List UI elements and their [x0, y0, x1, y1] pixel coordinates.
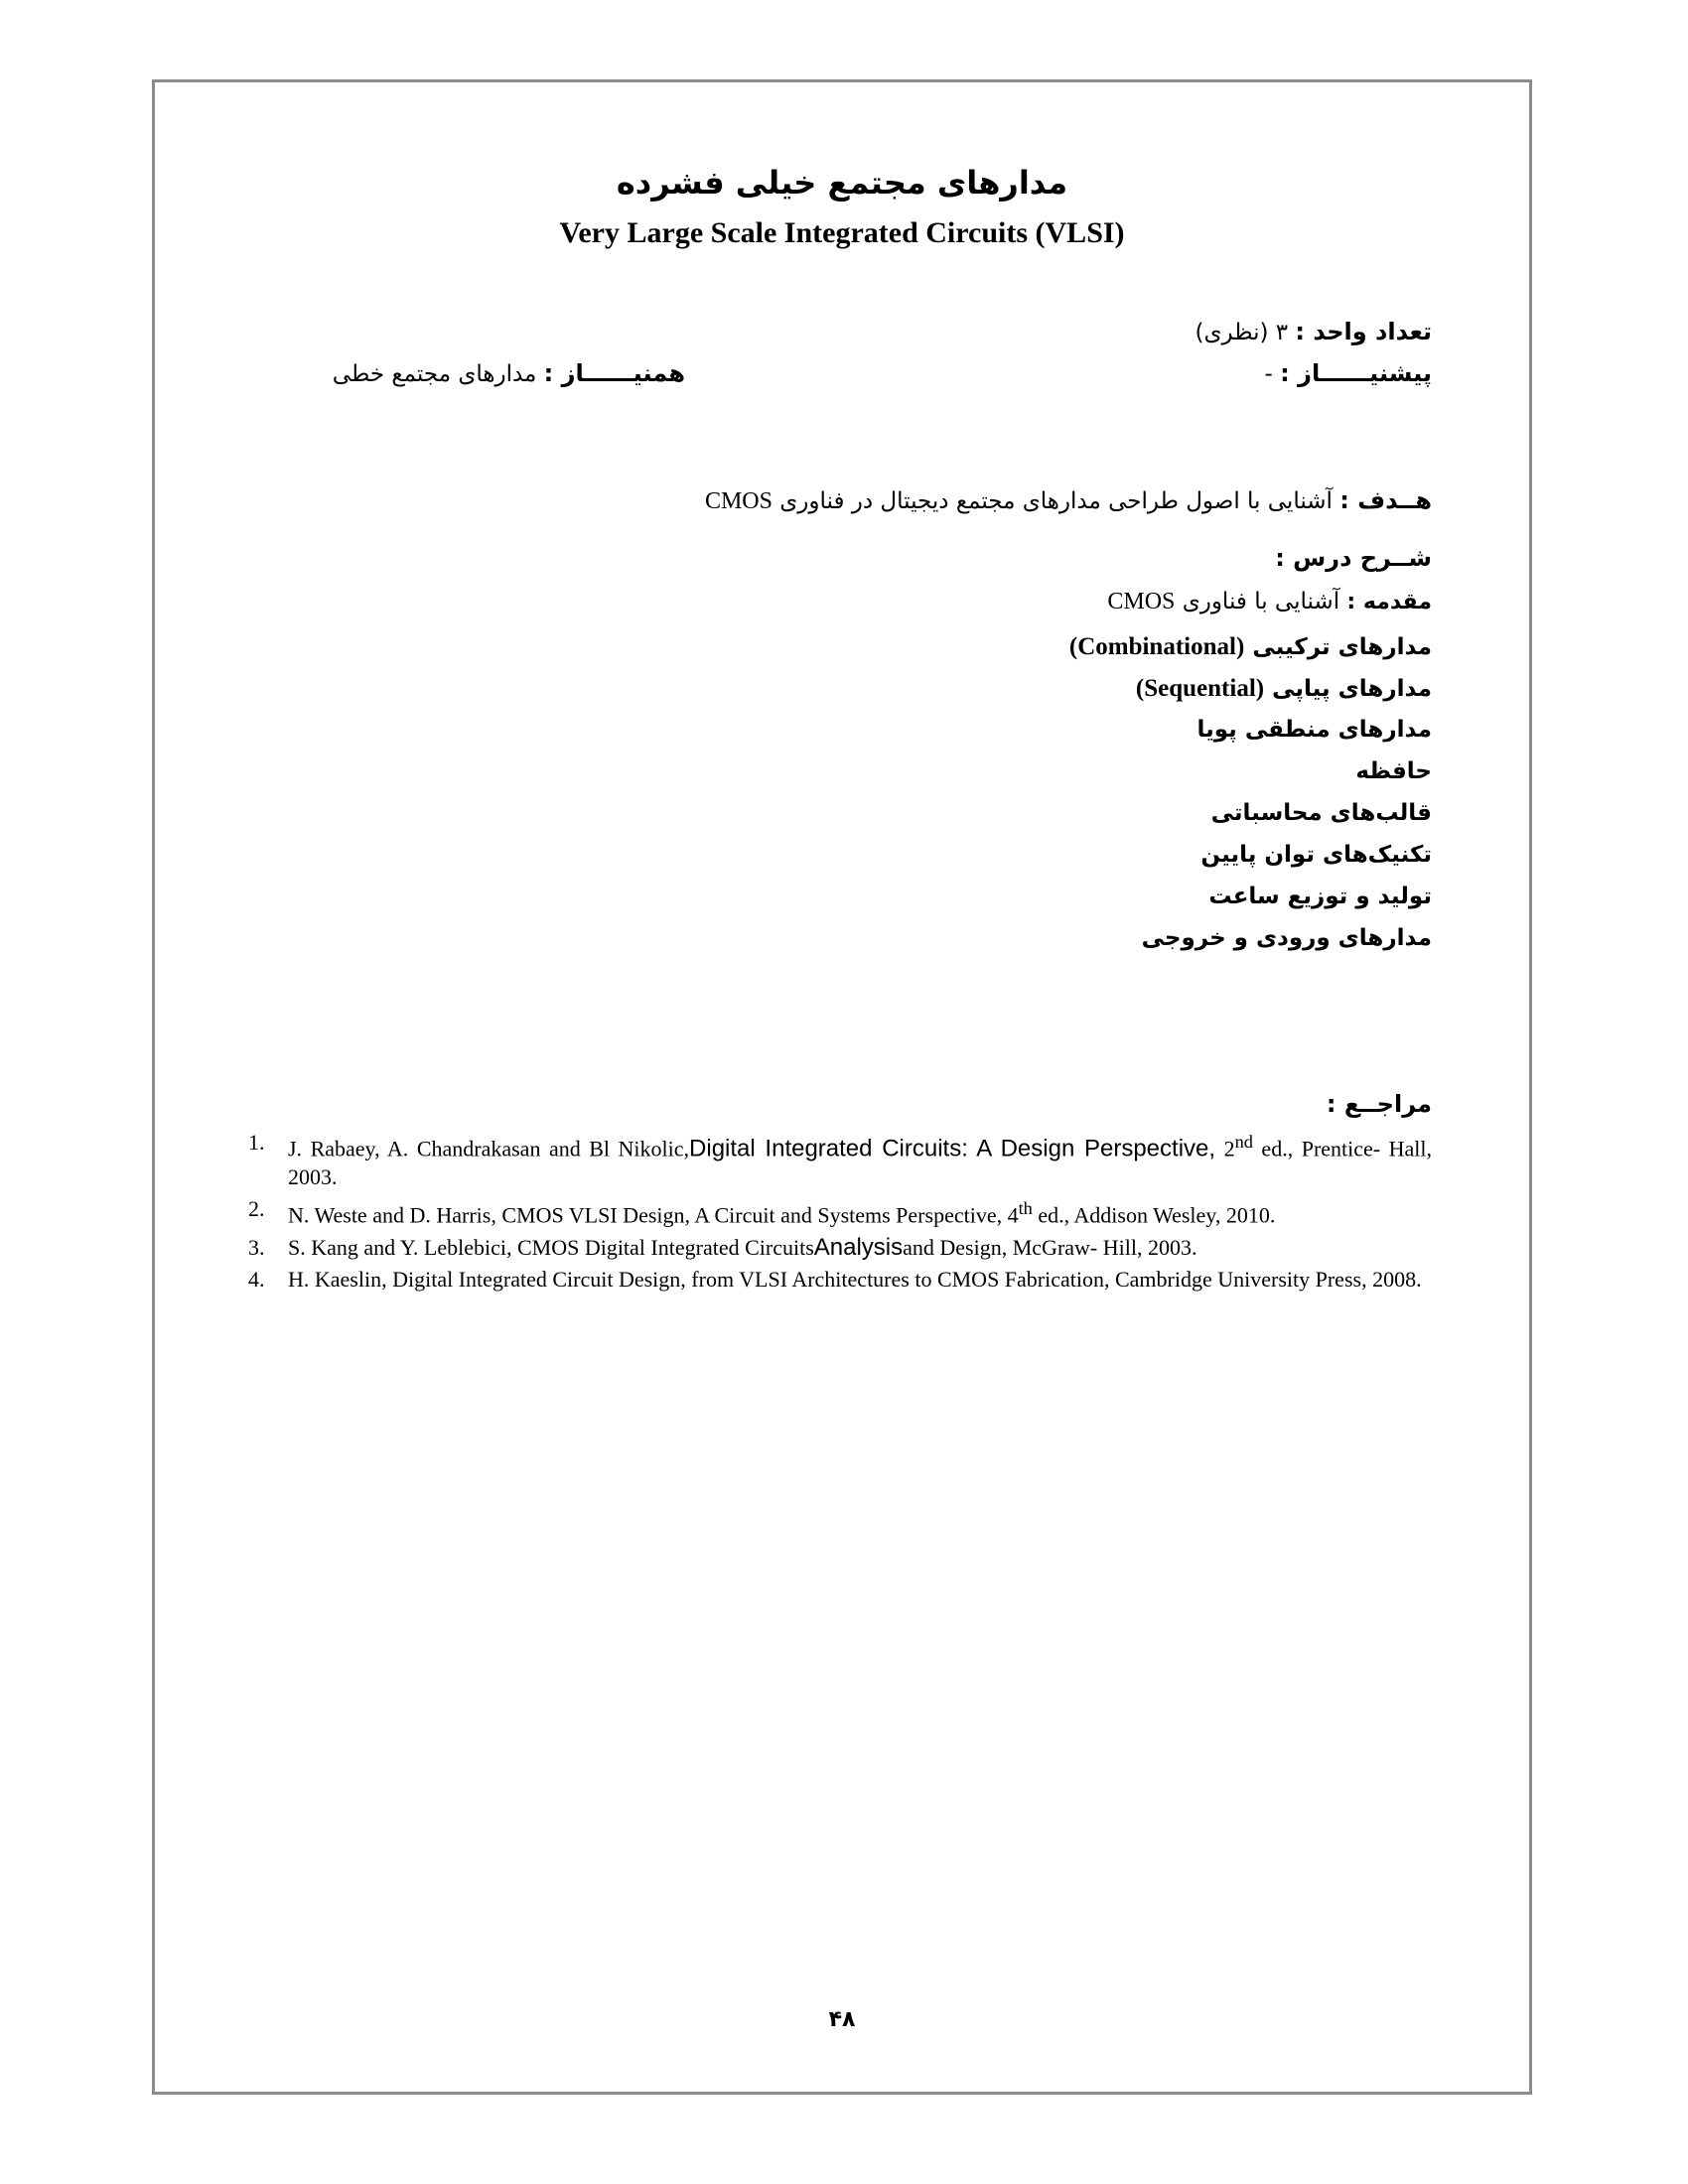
topic-item	[1142, 925, 1432, 951]
reference-item	[248, 1265, 1432, 1294]
reference-publisher: and Design, McGraw- Hill, 2003.	[903, 1234, 1197, 1260]
topic-en: (Combinational)	[1068, 633, 1245, 660]
corequisite-label: همنیــــــاز :	[543, 359, 685, 387]
reference-superscript: th	[1018, 1198, 1033, 1219]
reference-item	[248, 1128, 1432, 1191]
reference-number: 3.	[248, 1234, 265, 1260]
reference-authors: N. Weste and D. Harris, CMOS VLSI Design, A Circuit and Systems Perspective, 4	[288, 1202, 1019, 1228]
goal-text: آشنایی با اصول طراحی مدارهای مجتمع دیجیتال در فناوری	[779, 488, 1333, 514]
reference-edition: 2	[1215, 1136, 1235, 1161]
units-line	[1196, 318, 1432, 345]
topic-item	[1211, 800, 1432, 826]
prerequisite-label: پیشنیــــــاز :	[1280, 359, 1432, 387]
reference-number: 4.	[248, 1266, 265, 1292]
reference-number: 2.	[248, 1196, 265, 1222]
topic-fa: مدارهای ترکیبی	[1252, 634, 1432, 660]
page-title-english: Very Large Scale Integrated Circuits (VLSI)	[559, 216, 1125, 249]
prerequisite-line	[1265, 359, 1432, 387]
goal-line	[705, 486, 1432, 515]
reference-number: 1.	[248, 1130, 265, 1155]
topic-en: (Sequential)	[1135, 675, 1265, 702]
topic-fa: تولید و توزیع ساعت	[1208, 884, 1432, 909]
intro-text: آشنایی با فناوری	[1182, 589, 1340, 614]
reference-item	[248, 1233, 1432, 1262]
references-list	[248, 1128, 1432, 1297]
description-label: شــرح درس :	[1275, 544, 1432, 572]
topic-item	[1136, 675, 1432, 703]
reference-item	[248, 1194, 1432, 1229]
corequisite-line	[333, 359, 685, 387]
intro-en: CMOS	[1107, 589, 1176, 614]
topic-item	[1069, 633, 1432, 661]
intro-label: مقدمه :	[1346, 590, 1432, 614]
topic-item	[1355, 758, 1432, 784]
goal-label: هــدف :	[1339, 486, 1432, 514]
reference-authors: S. Kang and Y. Leblebici, CMOS Digital Integrated Circuits	[288, 1234, 814, 1260]
prerequisite-value: -	[1264, 361, 1273, 387]
reference-book-title: Analysis	[813, 1233, 904, 1261]
topic-fa: حافظه	[1355, 758, 1432, 784]
reference-publisher: ed., Addison Wesley, 2010.	[1032, 1202, 1276, 1228]
units-label: تعداد واحد :	[1295, 318, 1432, 345]
reference-superscript: nd	[1234, 1132, 1253, 1152]
page-number: ۴۸	[828, 2007, 856, 2032]
page-title-persian: مدارهای مجتمع خیلی فشرده	[616, 164, 1068, 202]
reference-book-title: Digital Integrated Circuits: A Design Perspective,	[689, 1135, 1216, 1162]
topic-item	[1200, 842, 1432, 868]
references-label: مراجــع :	[1326, 1090, 1432, 1118]
corequisite-value: مدارهای مجتمع خطی	[332, 361, 537, 387]
description-line	[1275, 544, 1432, 572]
topic-fa: مدارهای پیاپی	[1272, 676, 1432, 702]
intro-line	[1107, 589, 1432, 615]
topic-fa: تکنیک‌های توان پایین	[1200, 842, 1432, 868]
units-value: ۳ (نظری)	[1195, 320, 1289, 345]
topic-fa: مدارهای ورودی و خروجی	[1141, 925, 1432, 951]
topic-fa: مدارهای منطقی پویا	[1196, 717, 1432, 743]
topic-item	[1208, 884, 1432, 909]
goal-en: CMOS	[704, 488, 773, 514]
reference-publisher: ed., Prentice- Hall, 2003.	[288, 1136, 1433, 1190]
reference-authors: J. Rabaey, A. Chandrakasan and Bl Nikolic,	[288, 1136, 690, 1161]
reference-authors: H. Kaeslin, Digital Integrated Circuit Design, from VLSI Architectures to CMOS Fabrication, Cambridge University Press, 2008.	[288, 1266, 1422, 1292]
topic-fa: قالب‌های محاسباتی	[1210, 800, 1432, 826]
topic-item	[1196, 717, 1432, 743]
